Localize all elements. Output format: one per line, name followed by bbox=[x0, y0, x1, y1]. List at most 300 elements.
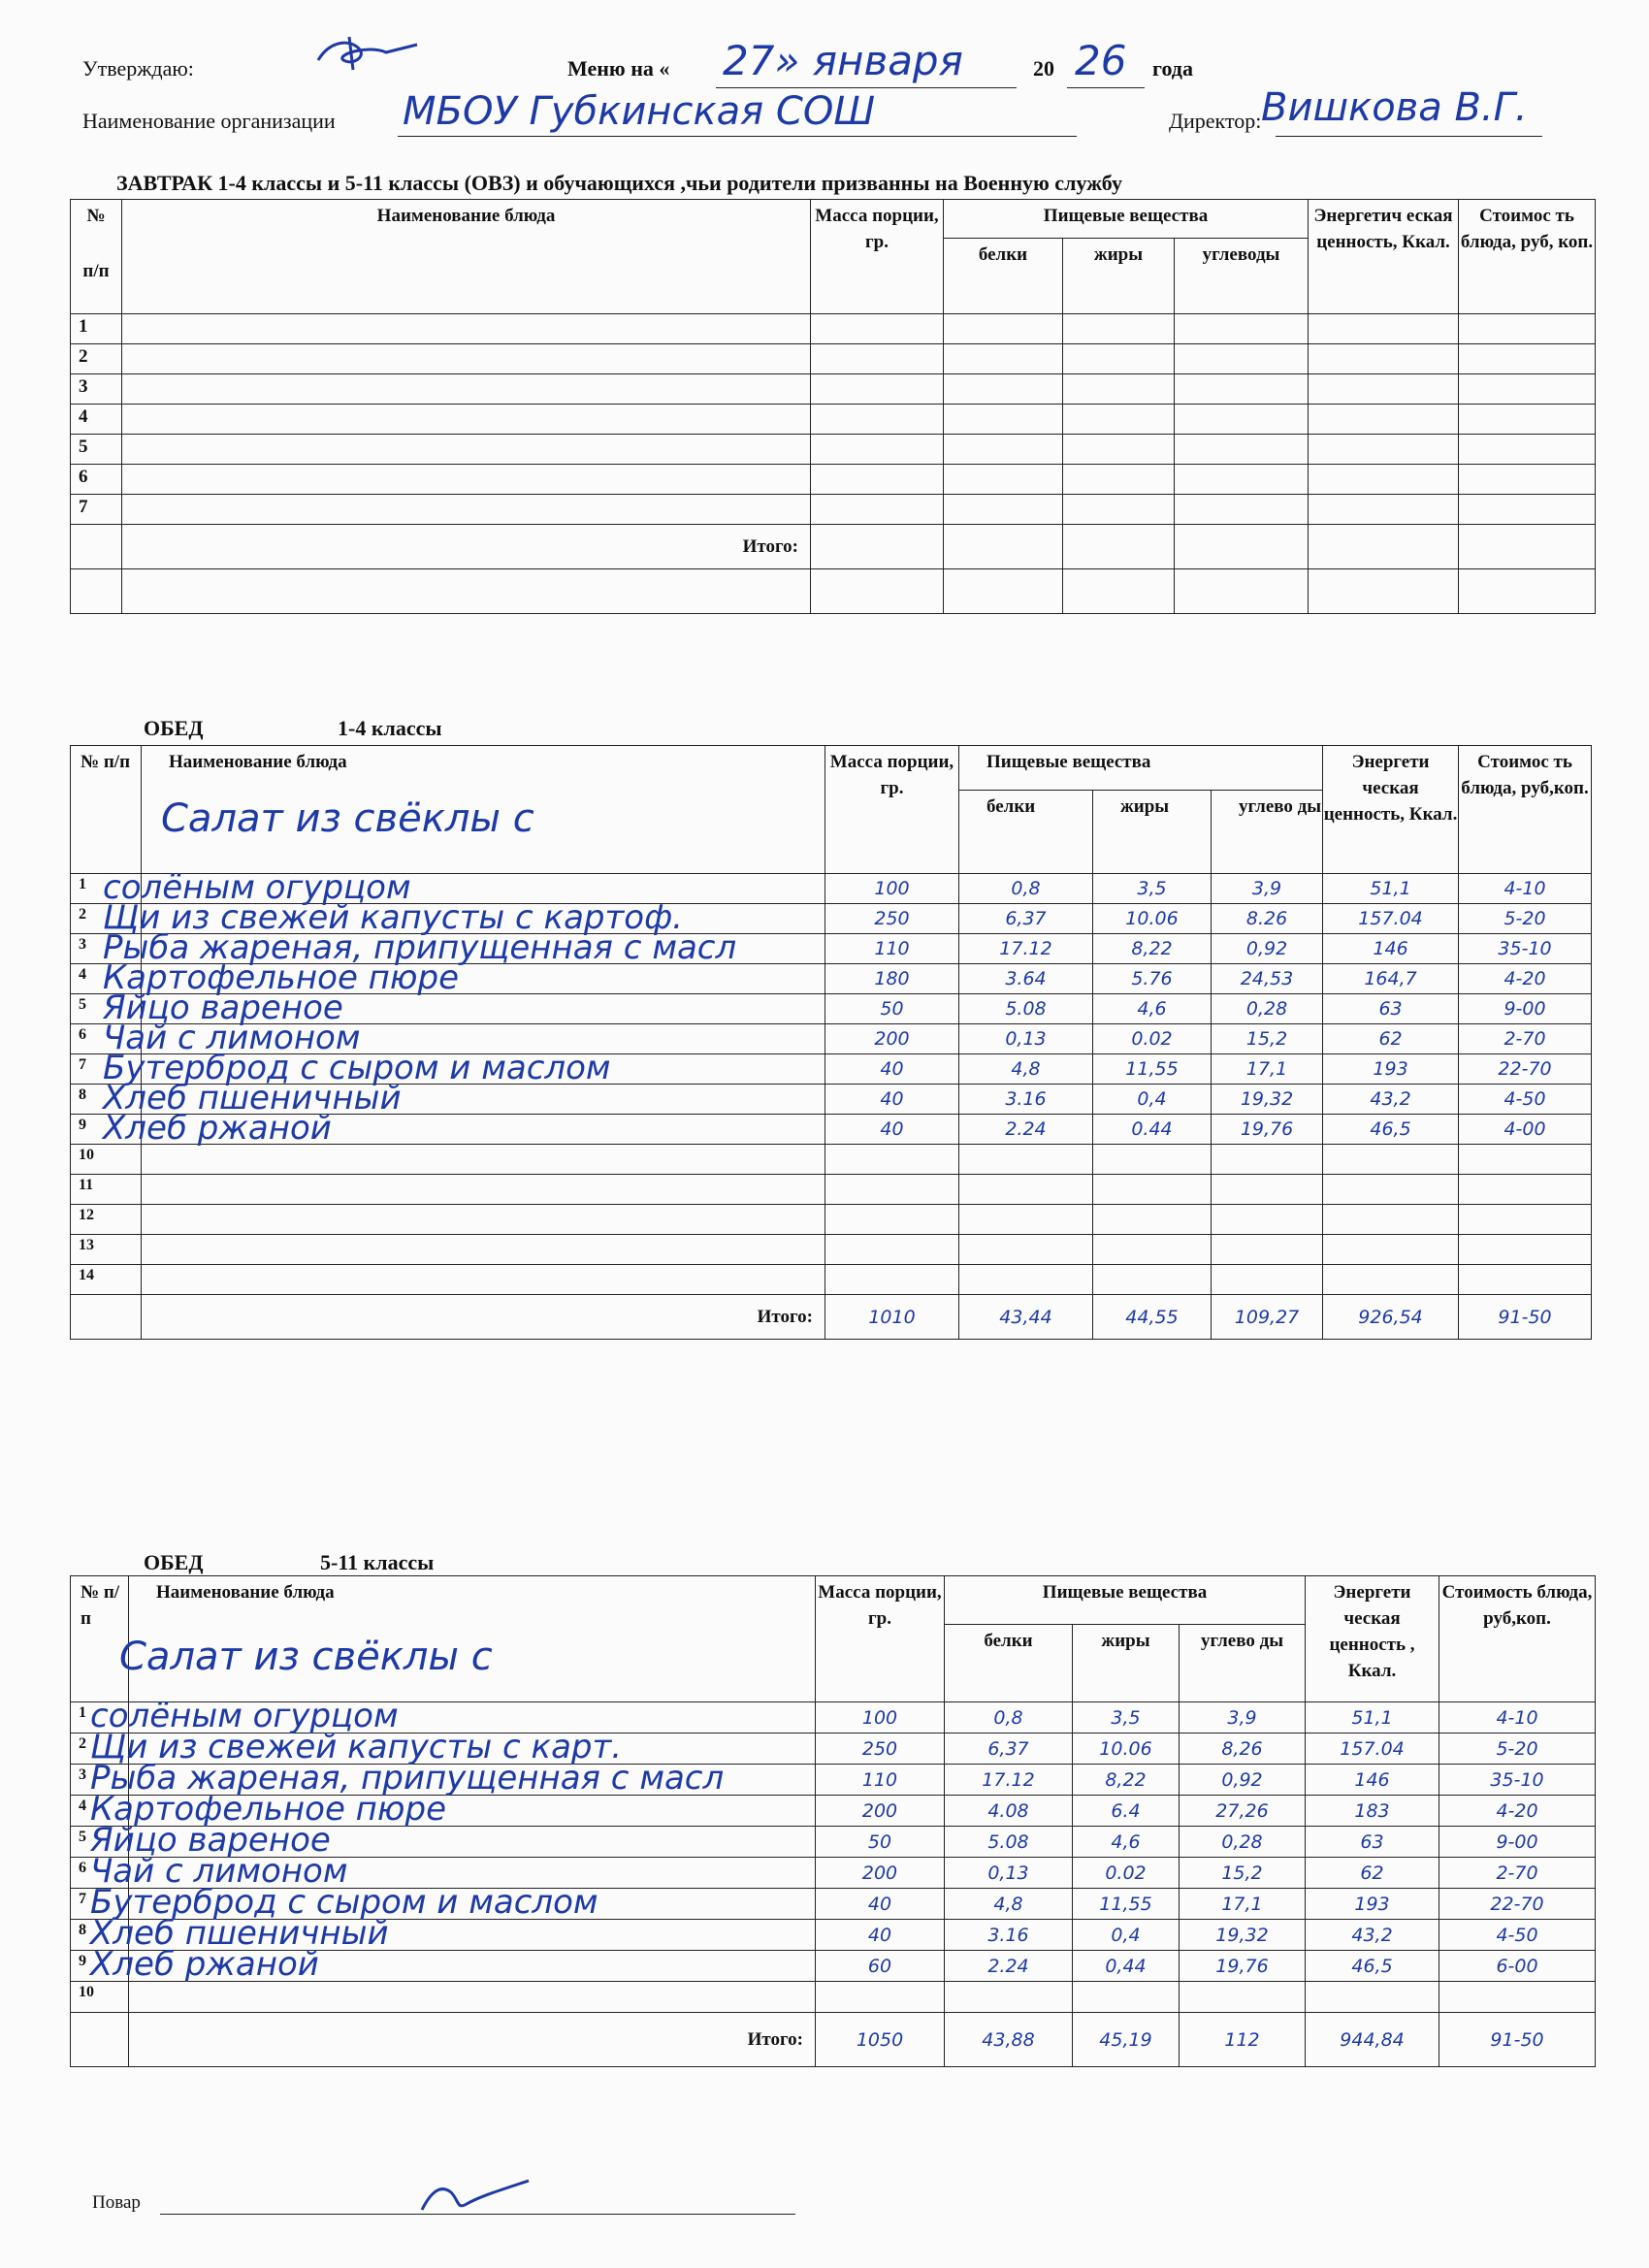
value-f: 0.44 bbox=[1093, 1115, 1212, 1145]
value-e: 183 bbox=[1306, 1796, 1439, 1827]
row-number: 1 bbox=[71, 314, 122, 344]
value-e: 193 bbox=[1323, 1054, 1459, 1085]
dish-name: Яйцо вареное bbox=[103, 988, 343, 1027]
col-carb: углево ды bbox=[1180, 1625, 1306, 1702]
value-e: 46,5 bbox=[1306, 1951, 1439, 1982]
empty-cell bbox=[1309, 435, 1459, 465]
value-p: 3.64 bbox=[959, 964, 1093, 994]
lunch2-table bbox=[70, 1575, 1596, 2067]
empty-cell bbox=[811, 344, 944, 374]
col-nutrients: Пищевые вещества bbox=[959, 746, 1323, 791]
col-num: № п/п bbox=[71, 200, 122, 314]
approve-label: Утверждаю: bbox=[82, 56, 194, 81]
empty-cell bbox=[944, 435, 1063, 465]
value-mass bbox=[825, 1175, 959, 1205]
value-c: 19,32 bbox=[1180, 1920, 1306, 1951]
value-mass: 200 bbox=[825, 1024, 959, 1054]
value-p: 2.24 bbox=[945, 1951, 1073, 1982]
value-p: 0,8 bbox=[945, 1702, 1073, 1733]
table-row bbox=[71, 435, 1596, 465]
value-f bbox=[1093, 1205, 1212, 1235]
value-cost: 4-10 bbox=[1459, 874, 1592, 904]
empty-cell bbox=[122, 314, 811, 344]
value-e: 43,2 bbox=[1306, 1920, 1439, 1951]
empty-cell bbox=[811, 495, 944, 525]
empty-cell bbox=[1175, 344, 1309, 374]
dish-name: Хлеб ржаной bbox=[90, 1945, 319, 1984]
row-number: 3 bbox=[71, 1765, 129, 1796]
lunch2-total-label: Итого: bbox=[129, 2013, 816, 2067]
col-protein: белки bbox=[944, 239, 1063, 314]
row-number: 2 bbox=[71, 344, 122, 374]
year-suffix: года bbox=[1152, 56, 1193, 81]
empty-cell bbox=[1175, 405, 1309, 435]
dish-name-cell bbox=[103, 1109, 825, 1148]
table-row bbox=[71, 344, 1596, 374]
row-number: 5 bbox=[71, 435, 122, 465]
empty-cell bbox=[122, 495, 811, 525]
value-mass: 250 bbox=[825, 904, 959, 934]
empty-cell bbox=[122, 344, 811, 374]
row-number: 9 bbox=[71, 1115, 142, 1145]
value-f: 5.76 bbox=[1093, 964, 1212, 994]
value-cost bbox=[1459, 1145, 1592, 1175]
table-row bbox=[71, 1145, 1592, 1175]
value-e bbox=[1323, 1145, 1459, 1175]
col-protein: белки bbox=[959, 791, 1093, 874]
empty-cell bbox=[122, 465, 811, 495]
row-number: 2 bbox=[71, 904, 142, 934]
value-cost: 22-70 bbox=[1439, 1889, 1596, 1920]
value-c: 27,26 bbox=[1180, 1796, 1306, 1827]
value-f bbox=[1093, 1235, 1212, 1265]
value-p: 4.08 bbox=[945, 1796, 1073, 1827]
row-number: 7 bbox=[71, 1889, 129, 1920]
value-c bbox=[1180, 1982, 1306, 2013]
lunch2-total-mass: 1050 bbox=[816, 2013, 945, 2067]
value-c: 15,2 bbox=[1180, 1858, 1306, 1889]
dish-name: солёным огурцом bbox=[90, 1697, 399, 1735]
value-p: 17.12 bbox=[959, 934, 1093, 964]
dish-name: Яйцо вареное bbox=[90, 1821, 331, 1860]
value-cost: 5-20 bbox=[1459, 904, 1592, 934]
lunch2-total-energy: 944,84 bbox=[1306, 2013, 1439, 2067]
col-energy: Энергетич еская ценность, Ккал. bbox=[1309, 200, 1459, 314]
row-number: 4 bbox=[71, 964, 142, 994]
row-number: 10 bbox=[71, 1982, 129, 2013]
table-row bbox=[71, 1951, 1596, 1982]
dish-name: Рыба жареная, припущенная с масл bbox=[103, 928, 737, 967]
value-e bbox=[1323, 1205, 1459, 1235]
empty-cell bbox=[944, 465, 1063, 495]
lunch1-total-energy: 926,54 bbox=[1323, 1295, 1459, 1340]
director-name: Вишкова В.Г. bbox=[1261, 85, 1528, 130]
empty-cell bbox=[1309, 314, 1459, 344]
col-cost: Стоимос ть блюда, руб,коп. bbox=[1459, 746, 1592, 874]
value-c: 19,76 bbox=[1180, 1951, 1306, 1982]
row-number: 9 bbox=[71, 1951, 129, 1982]
dish-name: Бутерброд с сыром и маслом bbox=[103, 1049, 611, 1087]
col-cost: Стоимость блюда, руб,коп. bbox=[1439, 1576, 1596, 1702]
empty-cell bbox=[1063, 405, 1175, 435]
value-mass: 250 bbox=[816, 1733, 945, 1765]
row-number: 6 bbox=[71, 1024, 142, 1054]
value-f: 6.4 bbox=[1073, 1796, 1180, 1827]
value-p: 0,13 bbox=[945, 1858, 1073, 1889]
row-number: 2 bbox=[71, 1733, 129, 1765]
row-number: 5 bbox=[71, 1827, 129, 1858]
value-cost: 35-10 bbox=[1439, 1765, 1596, 1796]
value-cost: 4-20 bbox=[1439, 1796, 1596, 1827]
dish-name: Щи из свежей капусты с картоф. bbox=[103, 898, 683, 937]
col-energy: Энергети ческая ценность , Ккал. bbox=[1306, 1576, 1439, 1702]
value-e: 157.04 bbox=[1306, 1733, 1439, 1765]
table-row bbox=[71, 1265, 1592, 1295]
value-mass: 200 bbox=[816, 1858, 945, 1889]
value-c: 19,32 bbox=[1212, 1085, 1323, 1115]
empty-cell bbox=[122, 374, 811, 405]
col-num: № п/п bbox=[71, 746, 142, 874]
table-row bbox=[71, 314, 1596, 344]
value-e: 146 bbox=[1323, 934, 1459, 964]
value-cost bbox=[1459, 1205, 1592, 1235]
value-c bbox=[1212, 1205, 1323, 1235]
col-mass: Масса порции, гр. bbox=[825, 746, 959, 874]
value-c: 15,2 bbox=[1212, 1024, 1323, 1054]
empty-cell bbox=[1063, 344, 1175, 374]
lunch1-title: ОБЕД bbox=[144, 716, 204, 740]
empty-cell bbox=[811, 405, 944, 435]
table-row bbox=[71, 495, 1596, 525]
value-p bbox=[959, 1145, 1093, 1175]
value-c: 3,9 bbox=[1212, 874, 1323, 904]
col-mass: Масса порции, гр. bbox=[816, 1576, 945, 1702]
empty-cell bbox=[944, 314, 1063, 344]
breakfast-table bbox=[70, 199, 1596, 614]
value-p: 3.16 bbox=[945, 1920, 1073, 1951]
table-row bbox=[71, 1175, 1592, 1205]
value-e: 164,7 bbox=[1323, 964, 1459, 994]
value-cost: 4-00 bbox=[1459, 1115, 1592, 1145]
value-p bbox=[959, 1175, 1093, 1205]
org-name: МБОУ Губкинская СОШ bbox=[403, 89, 876, 134]
row-number: 8 bbox=[71, 1920, 129, 1951]
dish-name: Хлеб ржаной bbox=[103, 1109, 332, 1148]
empty-cell bbox=[944, 405, 1063, 435]
value-e: 46,5 bbox=[1323, 1115, 1459, 1145]
row-number: 12 bbox=[71, 1205, 142, 1235]
value-p: 4,8 bbox=[945, 1889, 1073, 1920]
lunch2-total-protein: 43,88 bbox=[945, 2013, 1073, 2067]
value-cost: 5-20 bbox=[1439, 1733, 1596, 1765]
row-number: 7 bbox=[71, 495, 122, 525]
dish-name: Чай с лимоном bbox=[103, 1019, 361, 1057]
value-c bbox=[1212, 1265, 1323, 1295]
value-e: 63 bbox=[1306, 1827, 1439, 1858]
org-label: Наименование организации bbox=[82, 109, 336, 133]
col-fat: жиры bbox=[1093, 791, 1212, 874]
value-e bbox=[1323, 1235, 1459, 1265]
value-f bbox=[1093, 1145, 1212, 1175]
value-f: 8,22 bbox=[1073, 1765, 1180, 1796]
col-nutrients: Пищевые вещества bbox=[945, 1576, 1306, 1625]
value-p: 4,8 bbox=[959, 1054, 1093, 1085]
value-cost bbox=[1439, 1982, 1596, 2013]
lunch1-total-carb: 109,27 bbox=[1212, 1295, 1323, 1340]
dish-name: Хлеб пшеничный bbox=[90, 1914, 389, 1953]
dish-name: Щи из свежей капусты с карт. bbox=[90, 1728, 623, 1766]
col-carb: углево ды bbox=[1212, 791, 1323, 874]
empty-cell bbox=[122, 405, 811, 435]
dish-name-cell bbox=[142, 1205, 825, 1235]
value-p: 6,37 bbox=[959, 904, 1093, 934]
value-mass: 200 bbox=[816, 1796, 945, 1827]
dish-name-cell bbox=[90, 1945, 816, 1984]
lunch2-classes: 5-11 классы bbox=[320, 1550, 435, 1574]
value-c: 3,9 bbox=[1180, 1702, 1306, 1733]
col-carb: углеводы bbox=[1175, 239, 1309, 314]
value-f bbox=[1093, 1265, 1212, 1295]
empty-cell bbox=[1175, 435, 1309, 465]
dish-name: Рыба жареная, припущенная с масл bbox=[90, 1759, 725, 1798]
col-nutrients: Пищевые вещества bbox=[944, 200, 1309, 239]
dish-name: Картофельное пюре bbox=[103, 958, 460, 997]
value-cost: 9-00 bbox=[1459, 994, 1592, 1024]
value-p: 5.08 bbox=[945, 1827, 1073, 1858]
director-label: Директор: bbox=[1169, 109, 1262, 133]
value-f: 10.06 bbox=[1093, 904, 1212, 934]
row-number: 4 bbox=[71, 1796, 129, 1827]
year-handwritten: 26 bbox=[1075, 37, 1127, 84]
col-name: Наименование блюда bbox=[122, 200, 811, 314]
empty-cell bbox=[811, 465, 944, 495]
table-row bbox=[71, 405, 1596, 435]
value-f: 0.02 bbox=[1073, 1858, 1180, 1889]
empty-cell bbox=[1459, 465, 1596, 495]
value-e bbox=[1323, 1175, 1459, 1205]
empty-cell bbox=[1309, 405, 1459, 435]
value-mass: 180 bbox=[825, 964, 959, 994]
lunch1-total-mass: 1010 bbox=[825, 1295, 959, 1340]
col-protein: белки bbox=[945, 1625, 1073, 1702]
col-fat: жиры bbox=[1063, 239, 1175, 314]
empty-cell bbox=[1459, 435, 1596, 465]
value-mass: 60 bbox=[816, 1951, 945, 1982]
value-e bbox=[1306, 1982, 1439, 2013]
value-f: 0,4 bbox=[1073, 1920, 1180, 1951]
value-mass bbox=[825, 1205, 959, 1235]
value-p bbox=[959, 1265, 1093, 1295]
lunch2-header-dish: Салат из свёклы с bbox=[119, 1635, 493, 1679]
lunch1-total-protein: 43,44 bbox=[959, 1295, 1093, 1340]
empty-cell bbox=[1309, 344, 1459, 374]
empty-cell bbox=[1063, 465, 1175, 495]
value-f: 4,6 bbox=[1073, 1827, 1180, 1858]
empty-cell bbox=[811, 314, 944, 344]
value-mass: 50 bbox=[816, 1827, 945, 1858]
breakfast-total-label: Итого: bbox=[122, 525, 811, 569]
value-c: 0,28 bbox=[1180, 1827, 1306, 1858]
row-number: 10 bbox=[71, 1145, 142, 1175]
empty-cell bbox=[944, 344, 1063, 374]
col-name: Наименование блюда Салат из свёклы с bbox=[142, 746, 825, 874]
empty-cell bbox=[1175, 374, 1309, 405]
row-number: 14 bbox=[71, 1265, 142, 1295]
value-c bbox=[1212, 1175, 1323, 1205]
row-number: 6 bbox=[71, 1858, 129, 1889]
value-f: 3,5 bbox=[1073, 1702, 1180, 1733]
table-row bbox=[71, 1982, 1596, 2013]
value-e: 51,1 bbox=[1323, 874, 1459, 904]
value-cost: 4-20 bbox=[1459, 964, 1592, 994]
dish-name: Хлеб пшеничный bbox=[103, 1079, 402, 1118]
value-p: 2.24 bbox=[959, 1115, 1093, 1145]
table-row bbox=[71, 374, 1596, 405]
value-c: 8,26 bbox=[1180, 1733, 1306, 1765]
value-mass: 40 bbox=[825, 1085, 959, 1115]
value-mass: 40 bbox=[816, 1889, 945, 1920]
year-prefix: 20 bbox=[1033, 56, 1054, 81]
value-e: 157.04 bbox=[1323, 904, 1459, 934]
value-c: 8.26 bbox=[1212, 904, 1323, 934]
cook-signature bbox=[412, 2171, 538, 2219]
value-c: 24,53 bbox=[1212, 964, 1323, 994]
value-cost: 9-00 bbox=[1439, 1827, 1596, 1858]
empty-cell bbox=[1063, 374, 1175, 405]
value-p: 0,13 bbox=[959, 1024, 1093, 1054]
value-cost: 2-70 bbox=[1459, 1024, 1592, 1054]
empty-cell bbox=[1309, 495, 1459, 525]
row-number: 4 bbox=[71, 405, 122, 435]
value-cost bbox=[1459, 1265, 1592, 1295]
empty-cell bbox=[811, 435, 944, 465]
value-c: 0,92 bbox=[1180, 1765, 1306, 1796]
cook-label: Повар bbox=[92, 2192, 141, 2213]
table-row bbox=[71, 1235, 1592, 1265]
value-p: 17.12 bbox=[945, 1765, 1073, 1796]
value-p bbox=[959, 1235, 1093, 1265]
empty-cell bbox=[1175, 495, 1309, 525]
row-number: 7 bbox=[71, 1054, 142, 1085]
table-row bbox=[71, 1115, 1592, 1145]
empty-cell bbox=[1459, 495, 1596, 525]
lunch2-total-fat: 45,19 bbox=[1073, 2013, 1180, 2067]
value-f: 0,44 bbox=[1073, 1951, 1180, 1982]
empty-cell bbox=[811, 374, 944, 405]
dish-name-cell bbox=[129, 1982, 816, 2013]
menu-label: Меню на « bbox=[567, 56, 670, 81]
value-f bbox=[1073, 1982, 1180, 2013]
value-e: 43,2 bbox=[1323, 1085, 1459, 1115]
value-cost: 4-10 bbox=[1439, 1702, 1596, 1733]
lunch1-total-fat: 44,55 bbox=[1093, 1295, 1212, 1340]
value-f: 3,5 bbox=[1093, 874, 1212, 904]
value-f: 11,55 bbox=[1093, 1054, 1212, 1085]
empty-cell bbox=[944, 495, 1063, 525]
value-f: 0,4 bbox=[1093, 1085, 1212, 1115]
value-e: 193 bbox=[1306, 1889, 1439, 1920]
value-c: 17,1 bbox=[1212, 1054, 1323, 1085]
value-cost: 22-70 bbox=[1459, 1054, 1592, 1085]
row-number: 6 bbox=[71, 465, 122, 495]
lunch2-title: ОБЕД bbox=[144, 1550, 204, 1574]
col-fat: жиры bbox=[1073, 1625, 1180, 1702]
table-row bbox=[71, 465, 1596, 495]
value-mass: 40 bbox=[825, 1115, 959, 1145]
value-cost: 35-10 bbox=[1459, 934, 1592, 964]
value-f: 4,6 bbox=[1093, 994, 1212, 1024]
empty-cell bbox=[1459, 314, 1596, 344]
value-e: 146 bbox=[1306, 1765, 1439, 1796]
empty-cell bbox=[1459, 374, 1596, 405]
empty-cell bbox=[122, 435, 811, 465]
dish-name-cell bbox=[142, 1265, 825, 1295]
empty-cell bbox=[1309, 465, 1459, 495]
dish-name: Чай с лимоном bbox=[90, 1852, 348, 1891]
value-mass: 40 bbox=[825, 1054, 959, 1085]
col-name: Наименование блюда Салат из свёклы с bbox=[129, 1576, 816, 1702]
value-p: 6,37 bbox=[945, 1733, 1073, 1765]
table-row bbox=[71, 1205, 1592, 1235]
value-p: 5.08 bbox=[959, 994, 1093, 1024]
value-mass bbox=[816, 1982, 945, 2013]
lunch1-header-dish: Салат из свёклы с bbox=[161, 796, 534, 841]
value-mass bbox=[825, 1265, 959, 1295]
empty-cell bbox=[1175, 465, 1309, 495]
row-number: 13 bbox=[71, 1235, 142, 1265]
value-mass bbox=[825, 1145, 959, 1175]
lunch2-total-cost: 91-50 bbox=[1439, 2013, 1596, 2067]
empty-cell bbox=[1459, 344, 1596, 374]
empty-cell bbox=[1309, 374, 1459, 405]
row-number: 3 bbox=[71, 934, 142, 964]
lunch1-total-cost: 91-50 bbox=[1459, 1295, 1592, 1340]
value-p bbox=[945, 1982, 1073, 2013]
value-f bbox=[1093, 1175, 1212, 1205]
value-c: 17,1 bbox=[1180, 1889, 1306, 1920]
dish-name: солёным огурцом bbox=[103, 868, 411, 907]
menu-date: 27» января bbox=[723, 37, 963, 84]
value-cost: 4-50 bbox=[1439, 1920, 1596, 1951]
lunch2-total-carb: 112 bbox=[1180, 2013, 1306, 2067]
value-c bbox=[1212, 1235, 1323, 1265]
value-e: 51,1 bbox=[1306, 1702, 1439, 1733]
col-mass: Масса порции, гр. bbox=[811, 200, 944, 314]
value-f: 11,55 bbox=[1073, 1889, 1180, 1920]
row-number: 11 bbox=[71, 1175, 142, 1205]
lunch1-total-label: Итого: bbox=[142, 1295, 825, 1340]
value-mass: 110 bbox=[825, 934, 959, 964]
value-cost: 4-50 bbox=[1459, 1085, 1592, 1115]
dish-name-cell bbox=[142, 1145, 825, 1175]
breakfast-title: ЗАВТРАК 1-4 классы и 5-11 классы (ОВЗ) и обучающихся ,чьи родители призванны на Военную службу bbox=[116, 171, 1122, 195]
value-p: 3.16 bbox=[959, 1085, 1093, 1115]
value-cost: 2-70 bbox=[1439, 1858, 1596, 1889]
value-p bbox=[959, 1205, 1093, 1235]
value-cost: 6-00 bbox=[1439, 1951, 1596, 1982]
value-c: 19,76 bbox=[1212, 1115, 1323, 1145]
value-e: 63 bbox=[1323, 994, 1459, 1024]
col-cost: Стоимос ть блюда, руб, коп. bbox=[1459, 200, 1596, 314]
empty-cell bbox=[1063, 314, 1175, 344]
value-mass bbox=[825, 1235, 959, 1265]
value-cost bbox=[1459, 1175, 1592, 1205]
row-number: 3 bbox=[71, 374, 122, 405]
value-mass: 40 bbox=[816, 1920, 945, 1951]
value-mass: 50 bbox=[825, 994, 959, 1024]
value-f: 8,22 bbox=[1093, 934, 1212, 964]
empty-cell bbox=[944, 374, 1063, 405]
